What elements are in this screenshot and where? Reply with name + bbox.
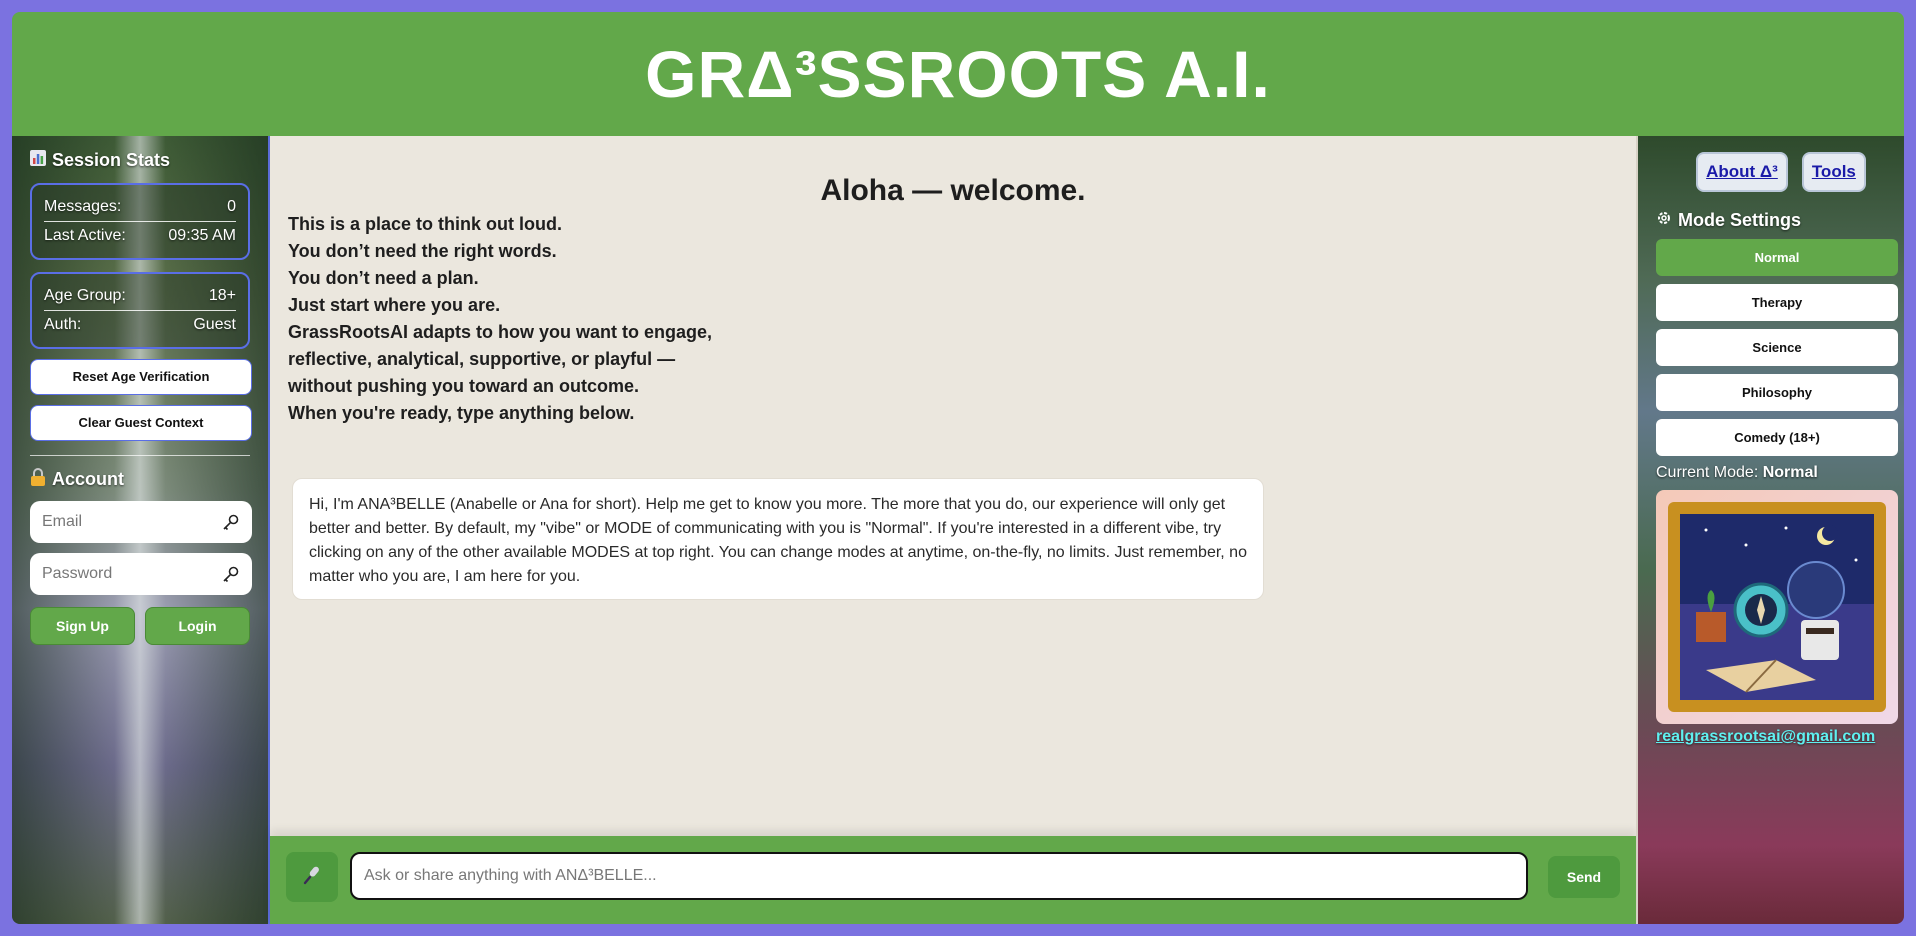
mode-philosophy-button[interactable]: Philosophy <box>1656 374 1898 411</box>
email-field[interactable] <box>30 501 252 543</box>
mode-comedy-button[interactable]: Comedy (18+) <box>1656 419 1898 456</box>
age-group-label: Age Group: <box>44 287 126 304</box>
intro-line: You don’t need the right words. <box>288 241 557 261</box>
sidebar-divider <box>30 455 250 456</box>
last-active-row <box>44 222 236 250</box>
auth-label: Auth: <box>44 316 82 333</box>
session-stats-heading <box>30 150 250 171</box>
gear-icon <box>1656 210 1672 231</box>
account-title: Account <box>52 469 124 489</box>
mode-artwork-image <box>1666 500 1888 714</box>
top-links <box>1676 152 1886 192</box>
tools-link[interactable]: Tools <box>1802 152 1866 192</box>
auth-stats-box <box>30 272 250 349</box>
chat-input[interactable] <box>350 852 1528 900</box>
intro-line: This is a place to think out loud. <box>288 214 563 234</box>
email-placeholder: Email <box>42 513 83 530</box>
intro-line: without pushing you toward an outcome. <box>288 376 639 396</box>
session-stats-box <box>30 183 250 260</box>
age-group-value: 18+ <box>208 287 236 304</box>
bot-message-bubble: Hi, I'm ANA³BELLE (Anabelle or Ana for short). Help me get to know you more. The more that you do, our experience will only get better and better. By default, my "vibe" or MODE of communicating with you is "Normal". If you're interested in a different vibe, try clicking on any of the other available MODES at top right. You can change modes at anytime, on-the-fly, no limits. Just remember, no matter who you are, I am here for you. <box>292 478 1264 600</box>
messages-label: Messages: <box>44 198 122 215</box>
mode-normal-button[interactable]: Normal <box>1656 239 1898 276</box>
left-sidebar <box>12 136 270 924</box>
sign-up-button[interactable]: Sign Up <box>30 607 135 645</box>
age-group-row <box>44 282 236 311</box>
auth-row <box>44 311 236 339</box>
clear-guest-context-button[interactable]: Clear Guest Context <box>30 405 252 441</box>
mode-settings-title: Mode Settings <box>1678 210 1802 230</box>
last-active-value: 09:35 AM <box>168 227 236 244</box>
password-field[interactable] <box>30 553 252 595</box>
key-icon <box>222 513 240 531</box>
send-button[interactable]: Send <box>1548 856 1620 898</box>
login-button[interactable]: Login <box>145 607 250 645</box>
app-frame <box>12 12 1904 924</box>
contact-email-link[interactable]: realgrassrootsai@gmail.com <box>1656 728 1876 745</box>
lock-icon <box>30 468 46 491</box>
intro-line: reflective, analytical, supportive, or playful — <box>288 349 676 369</box>
chat-input-bar <box>270 836 1636 924</box>
intro-line: When you're ready, type anything below. <box>288 403 635 423</box>
key-icon <box>222 565 240 583</box>
current-mode-label: Current Mode: <box>1656 464 1759 481</box>
chat-area <box>270 136 1636 924</box>
about-link[interactable]: About Δ³ <box>1696 152 1788 192</box>
password-placeholder: Password <box>42 565 113 582</box>
reset-age-verification-button[interactable]: Reset Age Verification <box>30 359 252 395</box>
bar-chart-icon <box>30 150 46 171</box>
app-title: GRΔ³SSROOTS A.I. <box>645 37 1271 111</box>
right-sidebar <box>1636 136 1904 924</box>
messages-row <box>44 193 236 222</box>
intro-line: Just start where you are. <box>288 295 501 315</box>
welcome-intro <box>288 211 712 427</box>
header <box>12 12 1904 136</box>
current-mode <box>1656 464 1886 482</box>
account-heading <box>30 468 250 491</box>
microphone-icon <box>301 864 323 891</box>
mode-science-button[interactable]: Science <box>1656 329 1898 366</box>
account-buttons <box>30 607 250 645</box>
current-mode-value: Normal <box>1762 464 1818 481</box>
last-active-label: Last Active: <box>44 227 126 244</box>
session-stats-title: Session Stats <box>52 150 171 170</box>
mode-settings-heading <box>1656 210 1886 231</box>
auth-value: Guest <box>193 316 236 333</box>
welcome-title: Aloha — welcome. <box>820 174 1086 207</box>
intro-line: GrassRootsAI adapts to how you want to engage, <box>288 322 713 342</box>
microphone-button[interactable] <box>286 852 338 902</box>
intro-line: You don’t need a plan. <box>288 268 479 288</box>
messages-value: 0 <box>227 198 236 215</box>
mode-therapy-button[interactable]: Therapy <box>1656 284 1898 321</box>
mode-artwork <box>1656 490 1898 724</box>
